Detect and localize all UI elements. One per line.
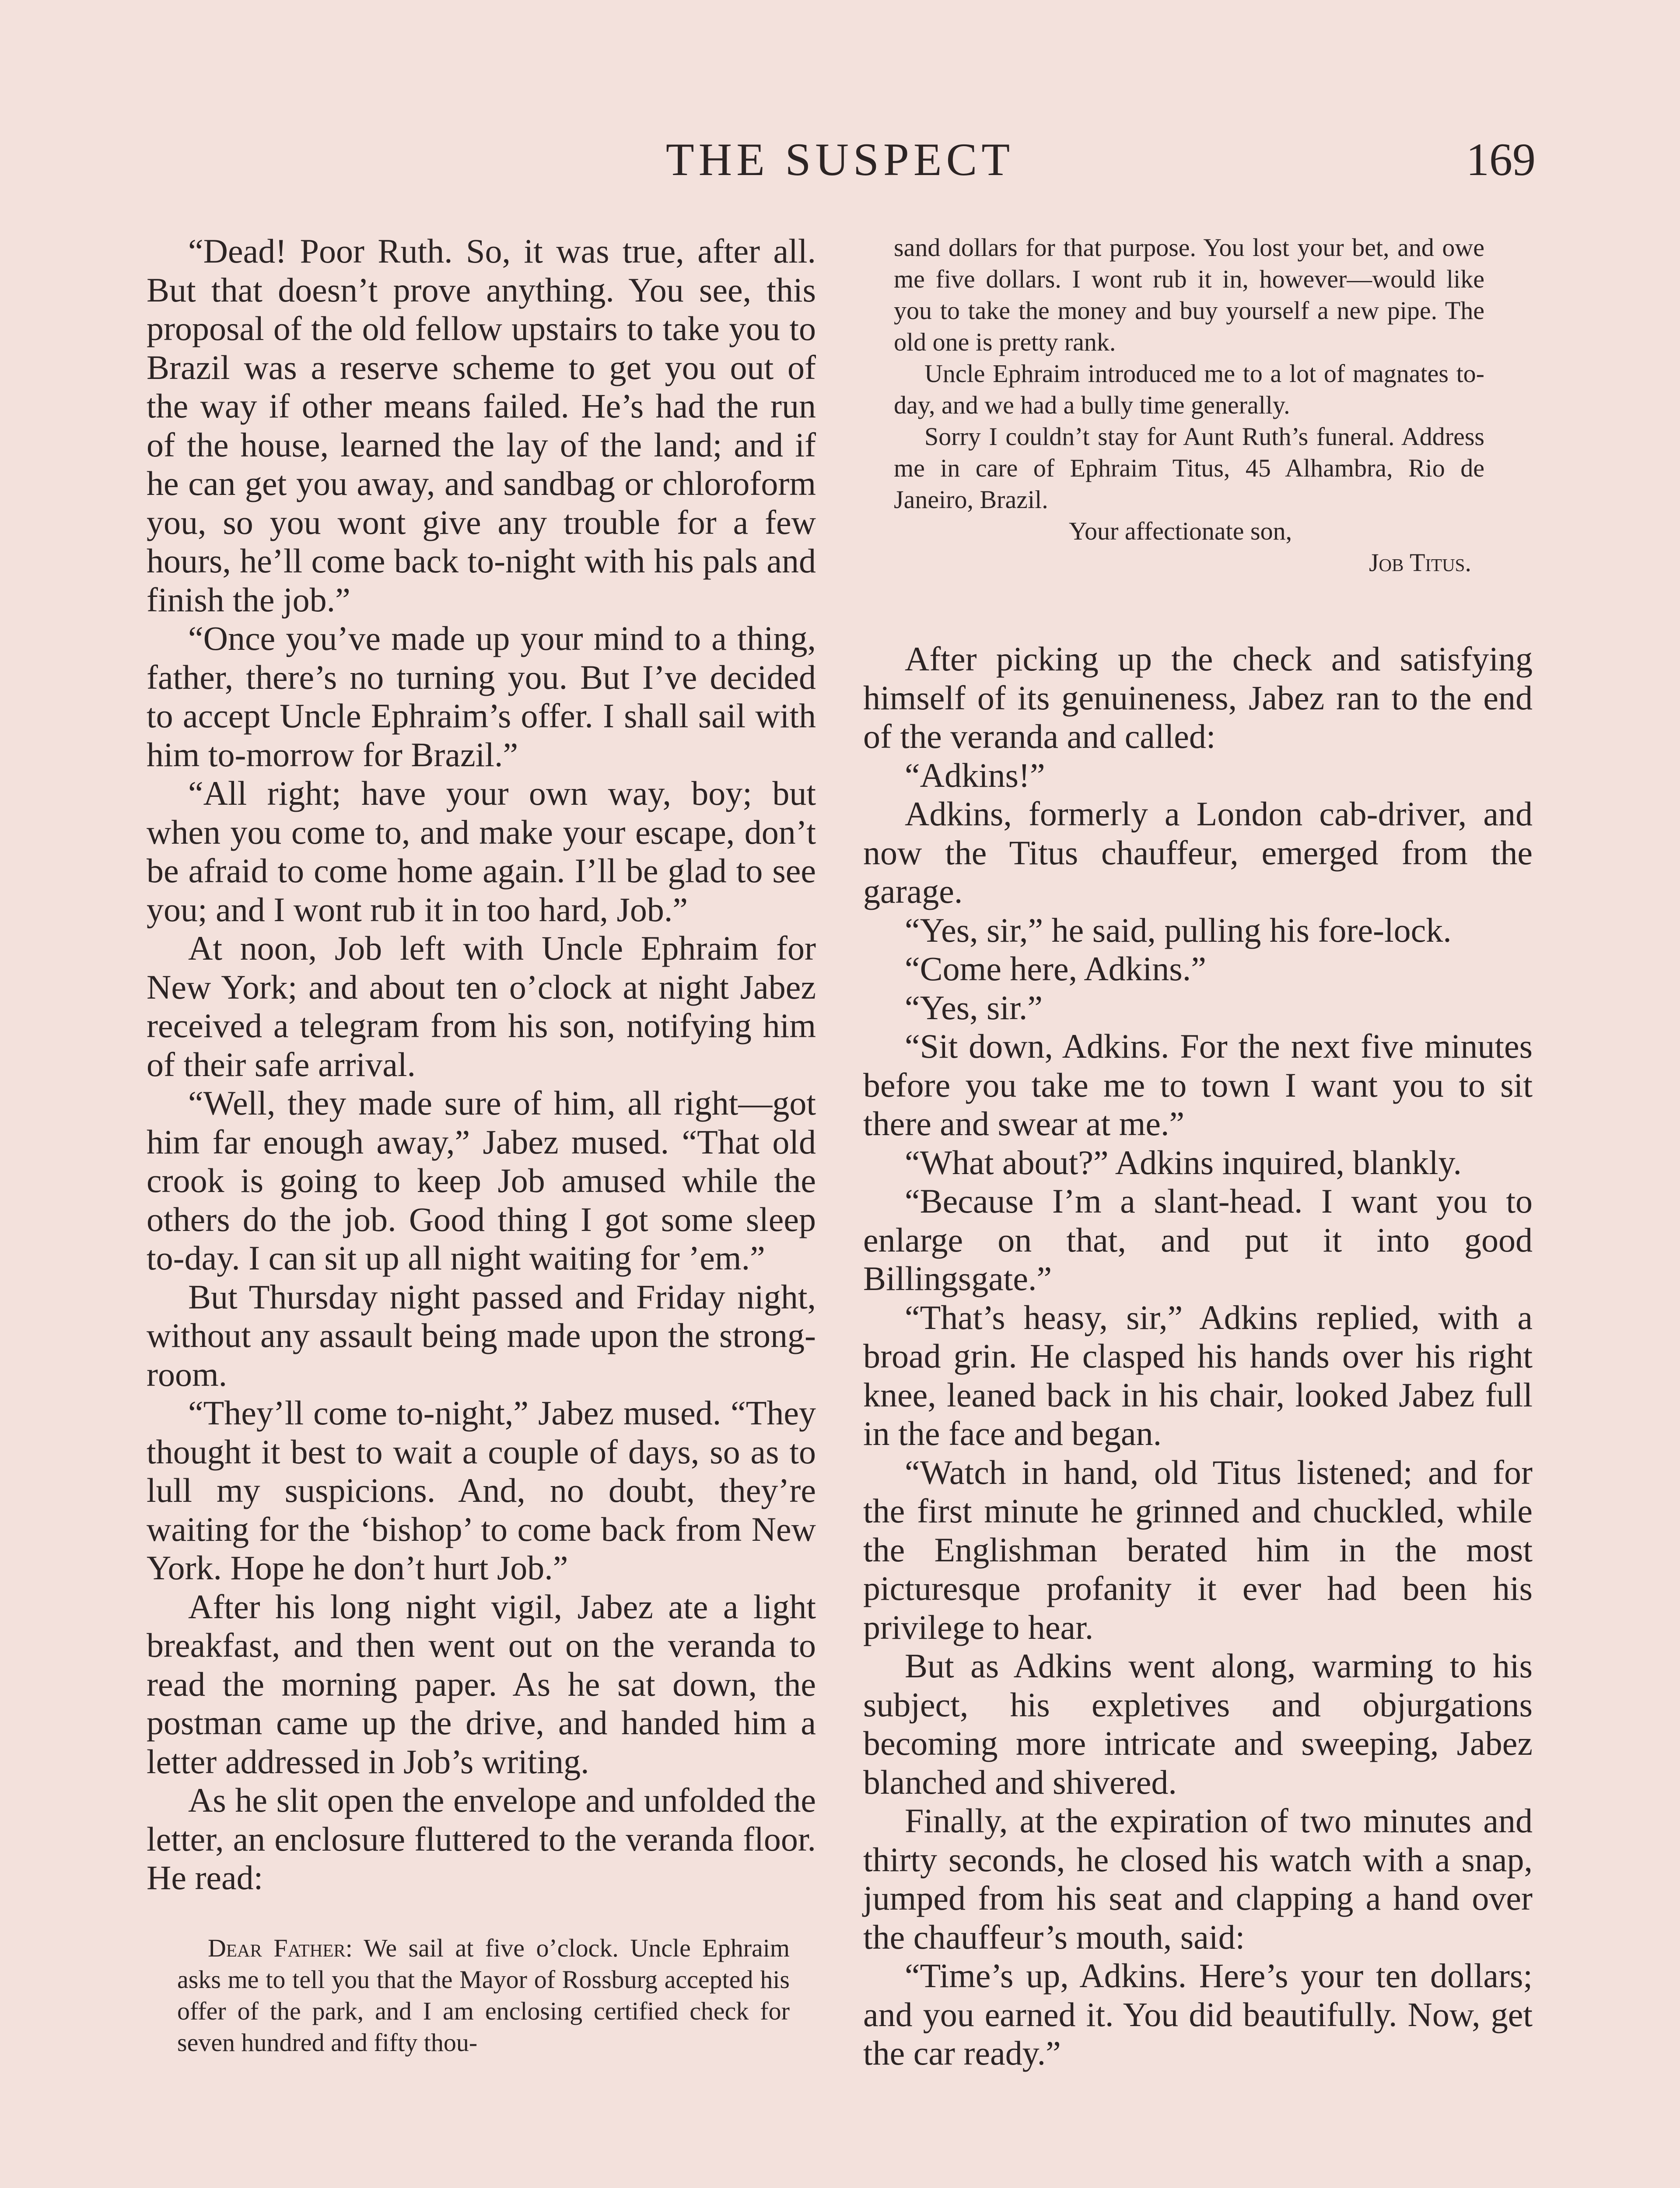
paragraph: “Time’s up, Adkins. Here’s your ten dollars; and you earned it. You did beautifully. Now, get the car ready.” bbox=[863, 1957, 1533, 2072]
paragraph: After picking up the check and satisfying himself of its genuineness, Jabez ran to the end of the veranda and called: bbox=[863, 640, 1533, 755]
paragraph: But as Adkins went along, warming to his subject, his expletives and objurgations becoming more intricate and sweeping, Jabez blanched and shivered. bbox=[863, 1647, 1533, 1801]
page-number: 169 bbox=[1466, 134, 1536, 185]
paragraph: At noon, Job left with Uncle Ephraim for New York; and about ten o’clock at night Jabez received a telegram from his son, notifying him of their safe arrival. bbox=[147, 929, 816, 1083]
paragraph: “Adkins!” bbox=[905, 756, 1045, 794]
running-head: THE SUSPECT bbox=[665, 134, 1015, 185]
right-column bbox=[863, 232, 1533, 2073]
paragraph: “Yes, sir.” bbox=[905, 988, 1043, 1027]
page-header bbox=[0, 131, 1680, 197]
letter-paragraph: sand dollars for that purpose. You lost your bet, and owe me five dollars. I wont rub it in, however—would like you to take the money and buy yourself a new pipe. The old one is pretty rank. bbox=[894, 233, 1484, 356]
paragraph: “Once you’ve made up your mind to a thing, father, there’s no turning you. But I’ve decided to accept Uncle Ephraim’s offer. I shall sail with him to-morrow for Brazil.” bbox=[147, 619, 816, 774]
letter-paragraph bbox=[177, 1932, 790, 2058]
letter-text: We sail at five o’clock. Uncle Ephraim asks me to tell you that the Mayor of Rossburg accepted his offer of the park, and I am enclosing certified check for seven hundred and fifty thou- bbox=[177, 1933, 790, 2057]
paragraph: “Come here, Adkins.” bbox=[905, 950, 1206, 988]
paragraph: But Thursday night passed and Friday night, without any assault being made upon the strong-room. bbox=[147, 1277, 816, 1393]
section-spacer bbox=[863, 579, 1533, 640]
paragraph: “Dead! Poor Ruth. So, it was true, after all. But that doesn’t prove anything. You see, this proposal of the old fellow upstairs to take you to Brazil was a reserve scheme to get you out of the way if other means failed. He’s had the run of the house, learned the lay of the land; and if he can get you away, and sandbag or chloroform you, so you wont give any trouble for a few hours, he’ll come back to-night with his pals and finish the job.” bbox=[147, 232, 816, 619]
left-column bbox=[147, 232, 816, 2058]
letter-continuation bbox=[863, 232, 1533, 579]
paragraph: Adkins, formerly a London cab-driver, and now the Titus chauffeur, emerged from the garage. bbox=[863, 795, 1533, 910]
letter-signature: Job Titus. bbox=[1368, 548, 1471, 577]
letter-paragraph: Uncle Ephraim introduced me to a lot of magnates to-day, and we had a bully time generally. bbox=[894, 359, 1484, 419]
paragraph: Finally, at the expiration of two minutes and thirty seconds, he closed his watch with a snap, jumped from his seat and clapping a hand over the chauffeur’s mouth, said: bbox=[863, 1802, 1533, 1956]
paragraph: “What about?” Adkins inquired, blankly. bbox=[905, 1143, 1462, 1182]
paragraph: “They’ll come to-night,” Jabez mused. “They thought it best to wait a couple of days, so as to lull my suspicions. And, no doubt, they’re waiting for the ‘bishop’ to come back from New York. Hope he don’t hurt Job.” bbox=[147, 1394, 816, 1587]
paragraph: As he slit open the envelope and unfolded the letter, an enclosure fluttered to the veranda floor. He read: bbox=[147, 1781, 816, 1897]
letter-salutation: Dear Father: bbox=[208, 1933, 353, 1962]
paragraph: “Because I’m a slant-head. I want you to enlarge on that, and put it into good Billingsgate.” bbox=[863, 1182, 1533, 1297]
paragraph: “All right; have your own way, boy; but when you come to, and make your escape, don’t be afraid to come home again. I’ll be glad to see you; and I wont rub it in too hard, Job.” bbox=[147, 774, 816, 929]
paragraph: “Sit down, Adkins. For the next five minutes before you take me to town I want you to sit there and swear at me.” bbox=[863, 1027, 1533, 1143]
paragraph: “That’s heasy, sir,” Adkins replied, with a broad grin. He clasped his hands over his right knee, leaned back in his chair, looked Jabez full in the face and began. bbox=[863, 1298, 1533, 1452]
letter-closing: Your affectionate son, bbox=[1069, 517, 1292, 545]
paragraph: “Well, they made sure of him, all right—got him far enough away,” Jabez mused. “That old crook is going to keep Job amused while the others do the job. Good thing I got some sleep to-day. I can sit up all night waiting for ’em.” bbox=[147, 1084, 816, 1277]
paragraph: “Watch in hand, old Titus listened; and for the first minute he grinned and chuckled, while the Englishman berated him in the most picturesque profanity it ever had been his privilege to hear. bbox=[863, 1453, 1533, 1646]
letter-excerpt bbox=[147, 1932, 816, 2058]
letter-paragraph: Sorry I couldn’t stay for Aunt Ruth’s funeral. Address me in care of Ephraim Titus, 45 Alhambra, Rio de Janeiro, Brazil. bbox=[894, 422, 1484, 514]
paragraph: After his long night vigil, Jabez ate a light breakfast, and then went out on the veranda to read the morning paper. As he sat down, the postman came up the drive, and handed him a letter addressed in Job’s writing. bbox=[147, 1587, 816, 1781]
paragraph: “Yes, sir,” he said, pulling his fore-lock. bbox=[905, 911, 1452, 949]
